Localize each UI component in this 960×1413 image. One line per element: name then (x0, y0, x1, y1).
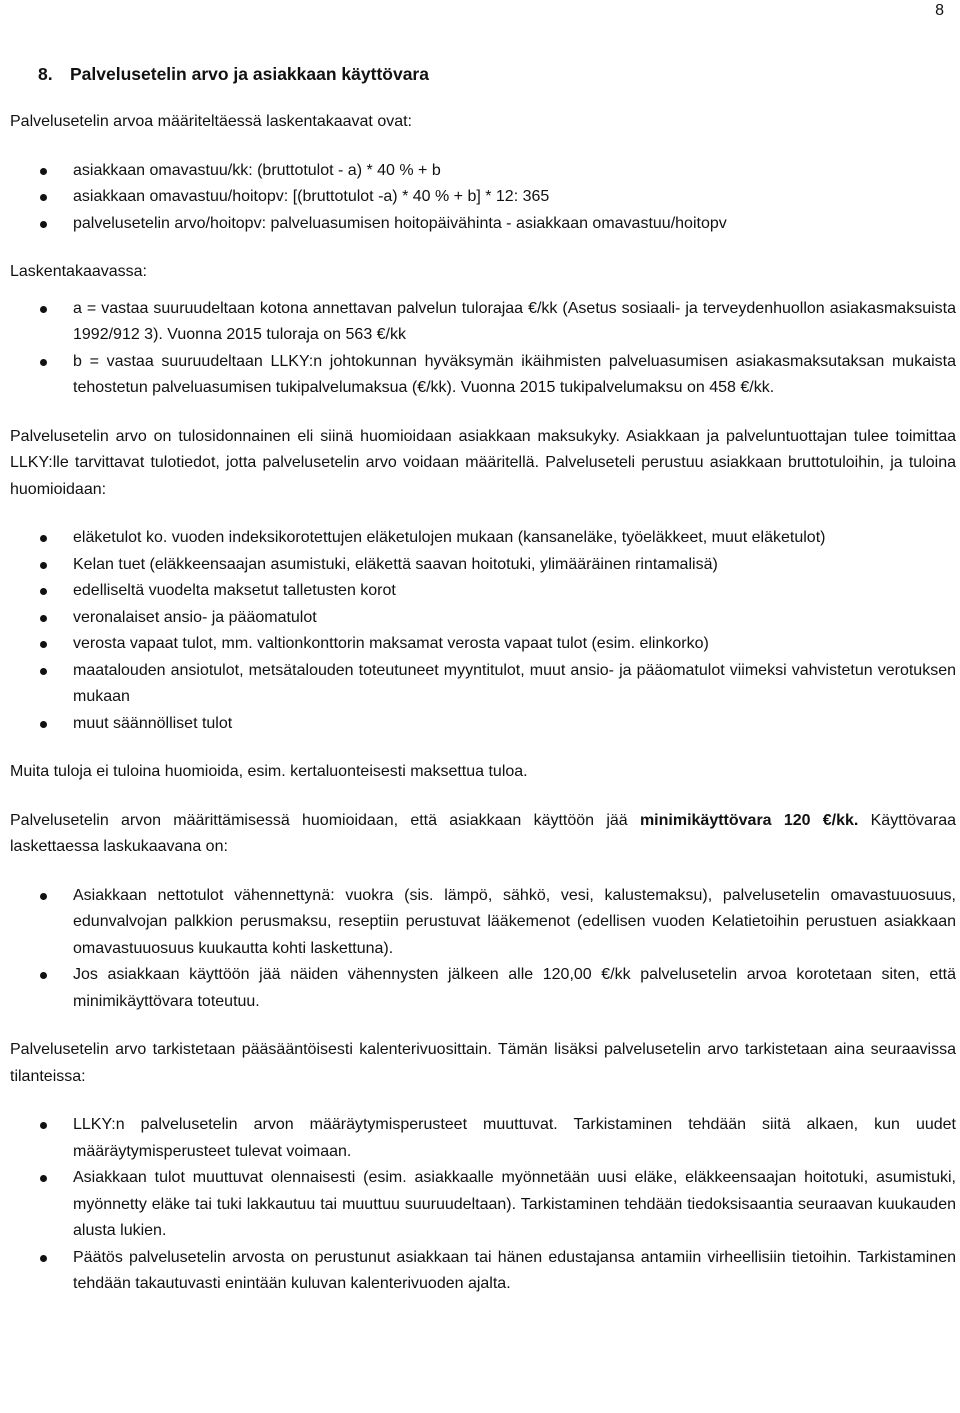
page-content (10, 64, 956, 1320)
legend-item-b: b = vastaa suuruudeltaan LLKY:n johtokunnan hyväksymän ikäihmisten palveluasumisen asiakasmaksutaksan mukaista tehostetun palveluasumisen tukipalvelumaksua (€/kk). Vuonna 2015 tukipalvelumaksu on 458 €/kk. (10, 349, 956, 402)
income-item: Kelan tuet (eläkkeensaajan asumistuki, eläkettä saavan hoitotuki, ylimääräinen rintamalisä) (10, 552, 956, 579)
section-heading (38, 64, 956, 85)
formula-legend-list (10, 296, 956, 402)
review-list (10, 1112, 956, 1298)
review-item: Päätös palvelusetelin arvosta on perustunut asiakkaan tai hänen edustajansa antamiin virheellisiin tietoihin. Tarkistaminen tehdään takautuvasti enintään kuluvan kalenterivuoden ajalta. (10, 1245, 956, 1298)
allowance-text-after: Käyttövaraa laskettaessa laskukaavana on: (10, 811, 957, 855)
minimum-allowance: minimikäyttövara 120 €/kk. (639, 811, 859, 829)
allowance-paragraph (10, 808, 956, 861)
intro-paragraph: Palvelusetelin arvoa määriteltäessä laskentakaavat ovat: (10, 113, 412, 130)
other-income-note: Muita tuloja ei tuloina huomioida, esim. kertaluonteisesti maksettua tuloa. (10, 763, 528, 780)
review-item: Asiakkaan tulot muuttuvat olennaisesti (esim. asiakkaalle myönnetään uusi eläke, eläkkeensaajan hoitotuki, asumistuki, myönnetty eläke tai tuki lakkautuu tai muuttuu suuruudeltaan). Tarkistaminen tehdään tiedoksisaantia seuraavan kuukauden alusta lukien. (10, 1165, 956, 1245)
allowance-item: Jos asiakkaan käyttöön jää näiden vähennysten jälkeen alle 120,00 €/kk palvelusetelin arvoa korotetaan siten, että minimikäyttövara toteutuu. (10, 962, 956, 1015)
allowance-list (10, 883, 956, 1016)
allowance-text-before: Palvelusetelin arvon määrittämisessä huomioidaan, että asiakkaan käyttöön jää (10, 811, 640, 829)
formula-item: palvelusetelin arvo/hoitopv: palveluasumisen hoitopäivähinta - asiakkaan omavastuu/hoitopv (10, 211, 956, 238)
allowance-item: Asiakkaan nettotulot vähennettynä: vuokra (sis. lämpö, sähkö, vesi, kalustemaksu), palvelusetelin omavastuuosuus, edunvalvojan palkkion perusmaksu, reseptiin perustuvat lääkemenot (edellisen vuoden Kelatietoihin perustuen asiakkaan omavastuuosuus kuukautta kohti laskettuna). (10, 883, 956, 963)
review-paragraph: Palvelusetelin arvo tarkistetaan pääsääntöisesti kalenterivuosittain. Tämän lisäksi palvelusetelin arvo tarkistetaan aina seuraavissa tilanteissa: (10, 1041, 956, 1085)
page-number: 8 (935, 2, 944, 19)
legend-item-a: a = vastaa suuruudeltaan kotona annettavan palvelun tulorajaa €/kk (Asetus sosiaali- ja terveydenhuollon asiakasmaksuista 1992/912 3). Vuonna 2015 tuloraja on 563 €/kk (10, 296, 956, 349)
formula-item: asiakkaan omavastuu/hoitopv: [(bruttotulot -a) * 40 % + b] * 12: 365 (10, 184, 956, 211)
review-item: LLKY:n palvelusetelin arvon määräytymisperusteet muuttuvat. Tarkistaminen tehdään siitä alkaen, kun uudet määräytymisperusteet tulevat voimaan. (10, 1112, 956, 1165)
section-title: Palvelusetelin arvo ja asiakkaan käyttövara (70, 64, 429, 84)
income-list (10, 525, 956, 737)
income-item: eläketulot ko. vuoden indeksikorotettujen eläketulojen mukaan (kansaneläke, työeläkkeet, muut eläketulot) (10, 525, 956, 552)
income-item: veronalaiset ansio- ja pääomatulot (10, 605, 956, 632)
income-item: edelliseltä vuodelta maksetut talletusten korot (10, 578, 956, 605)
section-number: 8. (38, 64, 53, 84)
income-item: verosta vapaat tulot, mm. valtionkonttorin maksamat verosta vapaat tulot (esim. elinkorko) (10, 631, 956, 658)
income-item: maatalouden ansiotulot, metsätalouden toteutuneet myyntitulot, muut ansio- ja pääomatulot viimeksi vahvistetun verotuksen mukaan (10, 658, 956, 711)
formula-legend-label: Laskentakaavassa: (10, 263, 147, 280)
income-paragraph: Palvelusetelin arvo on tulosidonnainen eli siinä huomioidaan asiakkaan maksukyky. Asiakkaan ja palveluntuottajan tulee toimittaa LLKY:lle tarvittavat tulotiedot, jotta palvelusetelin arvo voidaan määritellä. Palveluseteli perustuu asiakkaan bruttotuloihin, ja tuloina huomioidaan: (10, 427, 956, 498)
formula-item: asiakkaan omavastuu/kk: (bruttotulot - a) * 40 % + b (10, 158, 956, 185)
formula-list (10, 158, 956, 238)
income-item: muut säännölliset tulot (10, 711, 956, 738)
